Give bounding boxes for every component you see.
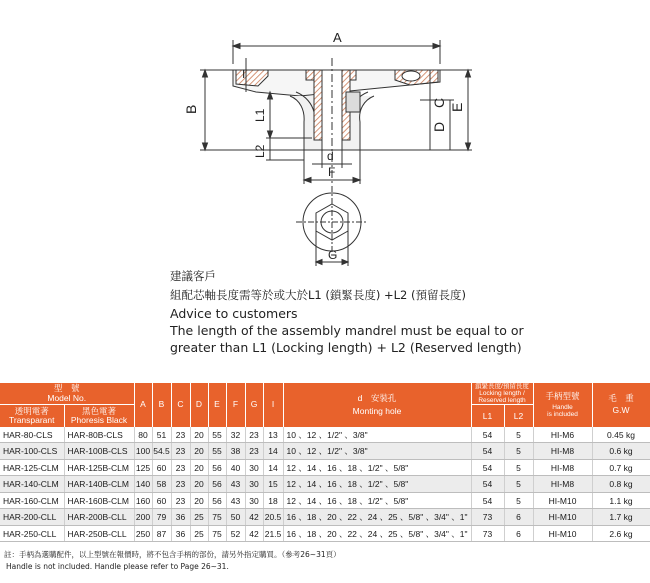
cell-l1: 54 [471, 443, 504, 460]
cell-b: 60 [152, 459, 171, 476]
dim-D-label: D [431, 121, 447, 132]
cell-h: HI-M6 [533, 427, 592, 443]
cell-l1: 73 [471, 525, 504, 542]
cell-t: HAR-80-CLS [0, 427, 64, 443]
cell-b: 79 [152, 509, 171, 526]
dim-G-label: G [328, 248, 338, 262]
col-E-header: E [208, 383, 226, 427]
gw-en: G.W [612, 405, 630, 416]
cell-gw: 1.1 kg [592, 492, 650, 509]
cell-e: 56 [208, 492, 226, 509]
cell-b: HAR-100B-CLS [64, 443, 134, 460]
cell-c: 23 [171, 476, 190, 493]
cell-t: HAR-140-CLM [0, 476, 64, 493]
col-B-header: B [152, 383, 171, 427]
cell-h: HI-M10 [533, 509, 592, 526]
model-zh: 型 號 [53, 383, 80, 394]
cell-f: 32 [226, 427, 245, 443]
cell-gw: 0.8 kg [592, 476, 650, 493]
dim-B-label: B [183, 104, 199, 114]
cell-gw: 0.6 kg [592, 443, 650, 460]
technical-drawing [0, 0, 650, 270]
cell-gw: 0.7 kg [592, 459, 650, 476]
cell-l2: 5 [504, 443, 533, 460]
model-header [0, 383, 134, 405]
cell-d: 12 、14 、16 、18 、1/2" 、5/8" [283, 476, 471, 493]
cell-i: 13 [263, 427, 283, 443]
table-row [0, 492, 650, 509]
cell-c: 23 [171, 492, 190, 509]
advice-en-line1: The length of the assembly mandrel must be equal to or [170, 323, 524, 338]
cell-d: 20 [190, 443, 208, 460]
cell-e: 55 [208, 427, 226, 443]
table-row [0, 459, 650, 476]
col-A-header: A [134, 383, 152, 427]
cell-l1: 54 [471, 427, 504, 443]
cell-i: 14 [263, 443, 283, 460]
cell-e: 75 [208, 525, 226, 542]
advice-zh-title: 建議客戶 [170, 269, 216, 283]
cell-d: 25 [190, 509, 208, 526]
cell-t: HAR-160-CLM [0, 492, 64, 509]
cell-b: 60 [152, 492, 171, 509]
transparent-header [0, 405, 64, 427]
dim-E-label: E [449, 102, 465, 112]
cell-d: 20 [190, 427, 208, 443]
cell-i: 15 [263, 476, 283, 493]
cell-a: 200 [134, 509, 152, 526]
spec-table [0, 383, 650, 542]
cell-g: 42 [245, 509, 263, 526]
cell-l2: 6 [504, 525, 533, 542]
black-zh: 黑色電著 [81, 405, 116, 416]
cell-l2: 5 [504, 492, 533, 509]
cell-e: 56 [208, 476, 226, 493]
cell-l2: 5 [504, 476, 533, 493]
cell-g: 23 [245, 443, 263, 460]
table-row [0, 427, 650, 443]
cell-g: 30 [245, 459, 263, 476]
cell-g: 30 [245, 476, 263, 493]
cell-c: 36 [171, 525, 190, 542]
hole-header [283, 383, 471, 427]
handle-en1: Handle [552, 403, 573, 411]
cell-d: 16 、18 、20 、22 、24 、25 、5/8" 、3/4" 、1" [283, 509, 471, 526]
cell-f: 43 [226, 476, 245, 493]
cell-a: 140 [134, 476, 152, 493]
handle-zh: 手柄型號 [545, 390, 580, 401]
cell-gw: 2.6 kg [592, 525, 650, 542]
dim-L1-label: L1 [253, 108, 267, 122]
cell-b: 54.5 [152, 443, 171, 460]
cell-l1: 54 [471, 492, 504, 509]
dim-d-label: d [327, 149, 334, 163]
cell-d: 10 、12 、1/2" 、3/8" [283, 443, 471, 460]
cell-l2: 6 [504, 509, 533, 526]
l2-header: L2 [504, 405, 533, 427]
cell-l1: 73 [471, 509, 504, 526]
cell-d: 20 [190, 476, 208, 493]
advice-en-line2: greater than L1 (Locking length) + L2 (Reserved length) [170, 340, 522, 355]
transparent-zh: 透明電著 [14, 405, 49, 416]
lock-zh: 鎖緊長度/預留長度 [475, 383, 529, 390]
cell-b: 58 [152, 476, 171, 493]
cell-t: HAR-200-CLL [0, 509, 64, 526]
cell-h: HI-M10 [533, 525, 592, 542]
cell-e: 56 [208, 459, 226, 476]
col-D-header: D [190, 383, 208, 427]
model-en: Model No. [47, 392, 87, 403]
cell-e: 75 [208, 509, 226, 526]
cell-g: 30 [245, 492, 263, 509]
dim-F-label: F [328, 165, 336, 179]
cell-g: 23 [245, 427, 263, 443]
cell-t: HAR-125-CLM [0, 459, 64, 476]
cell-c: 36 [171, 509, 190, 526]
cell-a: 250 [134, 525, 152, 542]
cell-b: 87 [152, 525, 171, 542]
cell-f: 40 [226, 459, 245, 476]
cell-t: HAR-100-CLS [0, 443, 64, 460]
lock-en2: Reserved length [478, 397, 526, 405]
lock-header [471, 383, 533, 405]
black-header [64, 405, 134, 427]
cell-h: HI-M8 [533, 443, 592, 460]
cell-h: HI-M8 [533, 476, 592, 493]
cell-d: 12 、14 、16 、18 、1/2" 、5/8" [283, 492, 471, 509]
handle-header [533, 383, 592, 427]
handle-en2: is included [547, 411, 578, 419]
table-row [0, 525, 650, 542]
hole-en: Monting hole [352, 405, 402, 416]
cell-f: 52 [226, 525, 245, 542]
cell-b: HAR-200B-CLL [64, 509, 134, 526]
cell-f: 50 [226, 509, 245, 526]
table-row [0, 476, 650, 493]
note-zh: 註：手柄為選購配件，以上型號在報價時，將不包含手柄的部份，請另外指定購買。（參考26~31頁） [4, 550, 341, 559]
col-I-header: I [263, 383, 283, 427]
cell-a: 100 [134, 443, 152, 460]
dim-C-label: C [431, 97, 447, 108]
cell-a: 125 [134, 459, 152, 476]
cell-gw: 1.7 kg [592, 509, 650, 526]
dim-I-label: I [242, 67, 246, 81]
hole-zh: d 安裝孔 [357, 392, 397, 403]
cell-b: HAR-160B-CLM [64, 492, 134, 509]
black-en: Phoresis Black [70, 415, 128, 426]
col-G-header: G [245, 383, 263, 427]
cell-i: 21.5 [263, 525, 283, 542]
dim-L2-label: L2 [253, 144, 267, 158]
cell-l1: 54 [471, 459, 504, 476]
transparent-en: Transparant [8, 415, 55, 426]
cell-h: HI-M8 [533, 459, 592, 476]
cell-b: HAR-140B-CLM [64, 476, 134, 493]
cell-i: 14 [263, 459, 283, 476]
col-F-header: F [226, 383, 245, 427]
table-row [0, 509, 650, 526]
cell-l1: 54 [471, 476, 504, 493]
cell-b: HAR-125B-CLM [64, 459, 134, 476]
cell-d: 20 [190, 459, 208, 476]
gw-zh: 毛 重 [608, 393, 634, 404]
dim-A-label: A [333, 30, 342, 45]
advice-en-title: Advice to customers [170, 306, 298, 321]
cell-l2: 5 [504, 459, 533, 476]
cell-t: HAR-250-CLL [0, 525, 64, 542]
l1-header: L1 [471, 405, 504, 427]
cell-i: 18 [263, 492, 283, 509]
cell-c: 23 [171, 443, 190, 460]
cell-b: HAR-80B-CLS [64, 427, 134, 443]
cell-e: 55 [208, 443, 226, 460]
cell-d: 16 、18 、20 、22 、24 、25 、5/8" 、3/4" 、1" [283, 525, 471, 542]
cell-g: 42 [245, 525, 263, 542]
cell-c: 23 [171, 459, 190, 476]
table-row [0, 443, 650, 460]
cell-b: HAR-250B-CLL [64, 525, 134, 542]
gw-header [592, 383, 650, 427]
cell-gw: 0.45 kg [592, 427, 650, 443]
cell-d: 20 [190, 492, 208, 509]
note-en: Handle is not included. Handle please refer to Page 26~31. [6, 562, 229, 571]
cell-d: 12 、14 、16 、18 、1/2" 、5/8" [283, 459, 471, 476]
cell-a: 80 [134, 427, 152, 443]
cell-b: 51 [152, 427, 171, 443]
col-C-header: C [171, 383, 190, 427]
cell-d: 10 、12 、1/2" 、3/8" [283, 427, 471, 443]
cell-f: 43 [226, 492, 245, 509]
cell-d: 25 [190, 525, 208, 542]
lock-en1: Locking length / [479, 390, 525, 398]
cell-a: 160 [134, 492, 152, 509]
cell-h: HI-M10 [533, 492, 592, 509]
cell-l2: 5 [504, 427, 533, 443]
advice-zh-text: 組配芯軸長度需等於或大於L1 (鎖緊長度) +L2 (預留長度) [170, 288, 466, 302]
cell-f: 38 [226, 443, 245, 460]
cell-i: 20.5 [263, 509, 283, 526]
cell-c: 23 [171, 427, 190, 443]
